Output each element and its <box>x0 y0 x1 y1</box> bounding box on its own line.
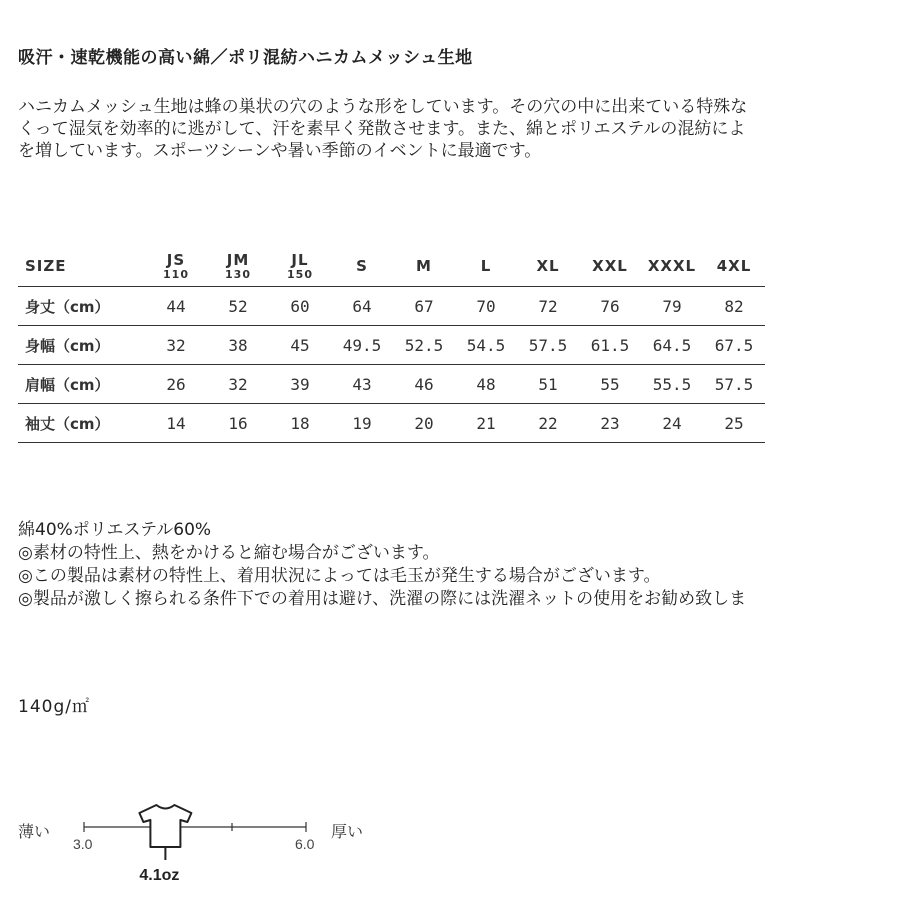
scale-graphic <box>0 790 400 900</box>
table-cell: 82 <box>724 296 744 316</box>
table-cell: 49.5 <box>342 335 382 355</box>
table-row <box>18 365 765 404</box>
table-cell: 67 <box>414 296 434 316</box>
table-cell: 64.5 <box>652 335 692 355</box>
scale-max-label: 6.0 <box>295 836 315 852</box>
table-cell: 32 <box>166 335 186 355</box>
table-row <box>18 287 765 326</box>
size-table <box>18 246 765 443</box>
row-label: 身丈（cm） <box>25 297 110 316</box>
size-col-js: JS 110 <box>145 246 207 287</box>
table-cell: 51 <box>538 374 558 394</box>
size-col-xxl: XXL <box>579 246 641 287</box>
size-header-label: SIZE <box>18 246 145 287</box>
table-cell: 39 <box>290 374 310 394</box>
table-cell: 21 <box>476 413 496 433</box>
table-cell: 16 <box>228 413 248 433</box>
table-cell: 67.5 <box>714 335 754 355</box>
table-cell: 25 <box>724 413 744 433</box>
thickness-value: 4.1oz <box>139 867 180 884</box>
row-label: 肩幅（cm） <box>25 375 110 394</box>
description-line: ハニカムメッシュ生地は蜂の巣状の穴のような形をしています。その穴の中に出来ている特殊な <box>18 97 748 117</box>
care-note: ◎素材の特性上、熱をかけると縮む場合がございます。 <box>18 543 440 563</box>
size-col-l: L <box>455 246 517 287</box>
table-cell: 32 <box>228 374 248 394</box>
table-cell: 57.5 <box>528 335 568 355</box>
size-col-jm: JM 130 <box>207 246 269 287</box>
table-cell: 23 <box>600 413 620 433</box>
material-notes <box>18 519 746 611</box>
description <box>18 96 920 162</box>
table-cell: 18 <box>290 413 310 433</box>
table-cell: 60 <box>290 296 310 316</box>
table-cell: 20 <box>414 413 434 433</box>
thick-label: 厚い <box>331 822 364 841</box>
scale-min-label: 3.0 <box>73 836 93 852</box>
table-cell: 52.5 <box>404 335 444 355</box>
table-cell: 54.5 <box>466 335 506 355</box>
table-cell: 52 <box>228 296 248 316</box>
care-note: ◎製品が激しく擦られる条件下での着用は避け、洗濯の際には洗濯ネットの使用をお勧め致しま <box>18 589 747 609</box>
table-cell: 76 <box>600 296 620 316</box>
page-title: 吸汗・速乾機能の高い綿／ポリ混紡ハニカムメッシュ生地 <box>18 48 473 68</box>
table-cell: 61.5 <box>590 335 630 355</box>
table-cell: 24 <box>662 413 682 433</box>
description-line: くって湿気を効率的に逃がして、汗を素早く発散させます。また、綿とポリエステルの混紡によ <box>18 119 746 139</box>
table-cell: 26 <box>166 374 186 394</box>
size-col-s: S <box>331 246 393 287</box>
table-cell: 45 <box>290 335 310 355</box>
fabric-weight: 140g/㎡ <box>18 697 90 717</box>
size-header-row <box>18 246 765 287</box>
table-cell: 38 <box>228 335 248 355</box>
table-row <box>18 326 765 365</box>
table-cell: 44 <box>166 296 186 316</box>
table-cell: 70 <box>476 296 496 316</box>
table-cell: 46 <box>414 374 434 394</box>
table-cell: 22 <box>538 413 558 433</box>
table-cell: 14 <box>166 413 186 433</box>
size-col-4xl: 4XL <box>703 246 765 287</box>
size-col-m: M <box>393 246 455 287</box>
row-label: 身幅（cm） <box>25 336 110 355</box>
table-cell: 79 <box>662 296 682 316</box>
description-line: を増しています。スポーツシーンや暑い季節のイベントに最適です。 <box>18 141 542 161</box>
size-col-xxxl: XXXL <box>641 246 703 287</box>
table-cell: 64 <box>352 296 372 316</box>
table-cell: 19 <box>352 413 372 433</box>
table-cell: 55 <box>600 374 620 394</box>
thin-label: 薄い <box>18 822 51 841</box>
size-col-jl: JL 150 <box>269 246 331 287</box>
table-cell: 72 <box>538 296 558 316</box>
thickness-scale <box>0 790 400 900</box>
size-col-xl: XL <box>517 246 579 287</box>
table-cell: 48 <box>476 374 496 394</box>
tshirt-icon <box>139 805 191 860</box>
table-cell: 43 <box>352 374 372 394</box>
material-composition: 綿40%ポリエステル60% <box>18 520 212 540</box>
care-note: ◎この製品は素材の特性上、着用状況によっては毛玉が発生する場合がございます。 <box>18 566 661 586</box>
row-label: 袖丈（cm） <box>25 414 110 433</box>
table-row <box>18 404 765 443</box>
table-cell: 57.5 <box>714 374 754 394</box>
table-cell: 55.5 <box>652 374 692 394</box>
